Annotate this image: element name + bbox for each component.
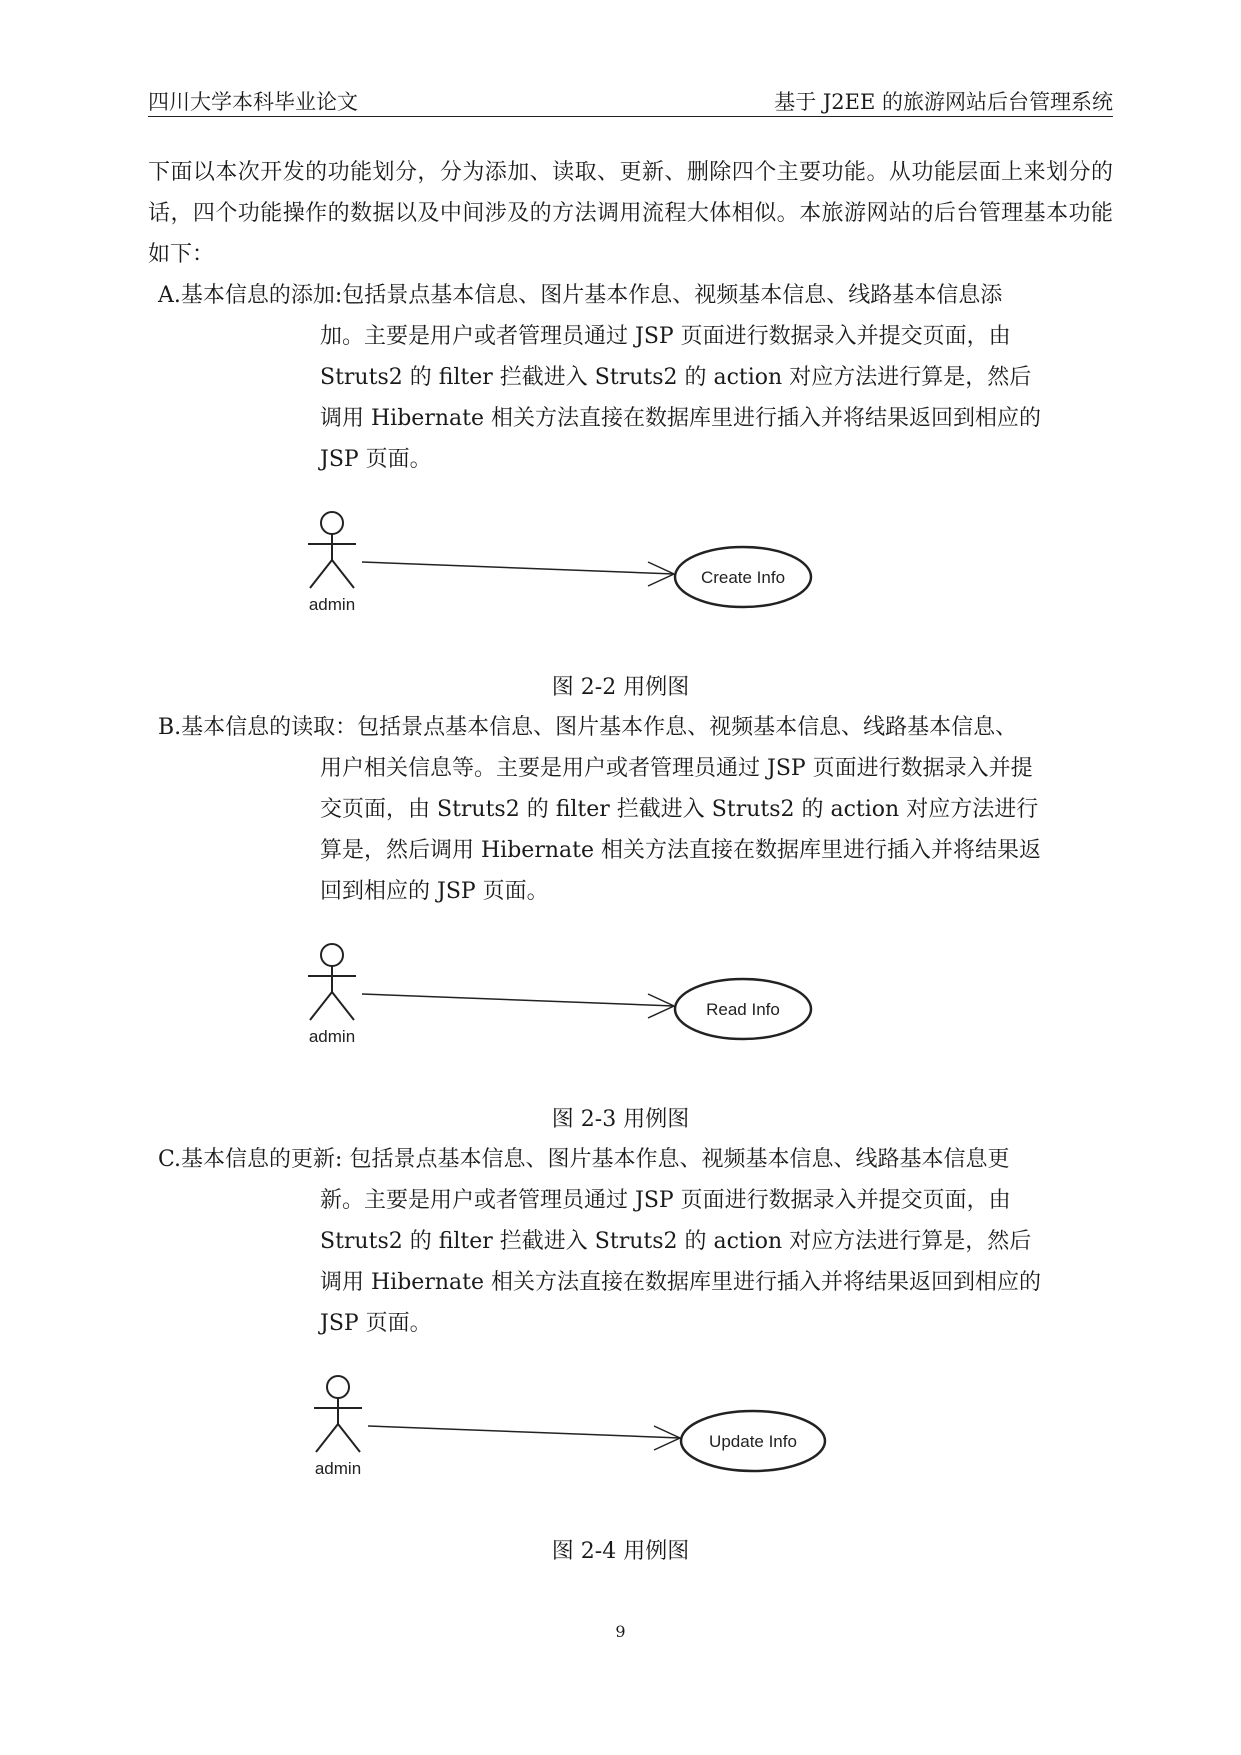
item-c-continuation: 新。主要是用户或者管理员通过 JSP 页面进行数据录入并提交页面，由 Struts2 的 filter 拦截进入 Struts2 的 action 对应方法进行算是，然后 调用 Hibernate 相关方法直接在数据库里进行插入并将结果返回到相应的 JSP 页面。 [320, 1188, 1041, 1336]
intro-paragraph: 下面以本次开发的功能划分，分为添加、读取、更新、删除四个主要功能。从功能层面上来划分的话，四个功能操作的数据以及中间涉及的方法调用流程大体相似。本旅游网站的后台管理基本功能如下： [148, 160, 1113, 267]
association-line [368, 1426, 680, 1438]
page-number: 9 [615, 1622, 626, 1641]
item-a-first-line: A.基本信息的添加:包括景点基本信息、图片基本作息、视频基本信息、线路基本信息添 [158, 283, 1003, 308]
actor-label: admin [308, 595, 356, 614]
running-header-right: 基于 J2EE 的旅游网站后台管理系统 [774, 90, 1113, 114]
use-case-label: Read Info [706, 1000, 780, 1019]
item-b-first-line: B.基本信息的读取：包括景点基本信息、图片基本作息、视频基本信息、线路基本信息、 [158, 715, 1018, 740]
use-case-diagram-create [290, 500, 850, 640]
actor-stick-figure [314, 1376, 362, 1452]
use-case-diagram-update [296, 1364, 856, 1504]
use-case-label: Update Info [709, 1432, 797, 1451]
actor-label: admin [308, 1027, 356, 1046]
figure-caption-2-3: 图 2-3 用例图 [551, 1107, 690, 1132]
figure-caption-2-2: 图 2-2 用例图 [551, 675, 690, 700]
actor-stick-figure [308, 944, 356, 1020]
association-line [362, 562, 674, 574]
use-case-label: Create Info [700, 568, 786, 587]
actor-stick-figure [308, 512, 356, 588]
running-header-left: 四川大学本科毕业论文 [148, 90, 358, 114]
association-line [362, 994, 674, 1006]
item-b-continuation: 用户相关信息等。主要是用户或者管理员通过 JSP 页面进行数据录入并提 交页面，由 Struts2 的 filter 拦截进入 Struts2 的 action 对应方法进行 算是，然后调用 Hibernate 相关方法直接在数据库里进行插入并将结果返 回到相应的 JSP 页面。 [320, 756, 1041, 904]
actor-label: admin [314, 1459, 362, 1478]
item-a-continuation: 加。主要是用户或者管理员通过 JSP 页面进行数据录入并提交页面，由 Struts2 的 filter 拦截进入 Struts2 的 action 对应方法进行算是，然后 调用 Hibernate 相关方法直接在数据库里进行插入并将结果返回到相应的 JSP 页面。 [320, 324, 1041, 472]
item-c-first-line: C.基本信息的更新: 包括景点基本信息、图片基本作息、视频基本信息、线路基本信息更 [158, 1147, 1010, 1172]
header-rule [148, 116, 1113, 117]
use-case-diagram-read [290, 932, 850, 1072]
figure-caption-2-4: 图 2-4 用例图 [551, 1539, 690, 1564]
